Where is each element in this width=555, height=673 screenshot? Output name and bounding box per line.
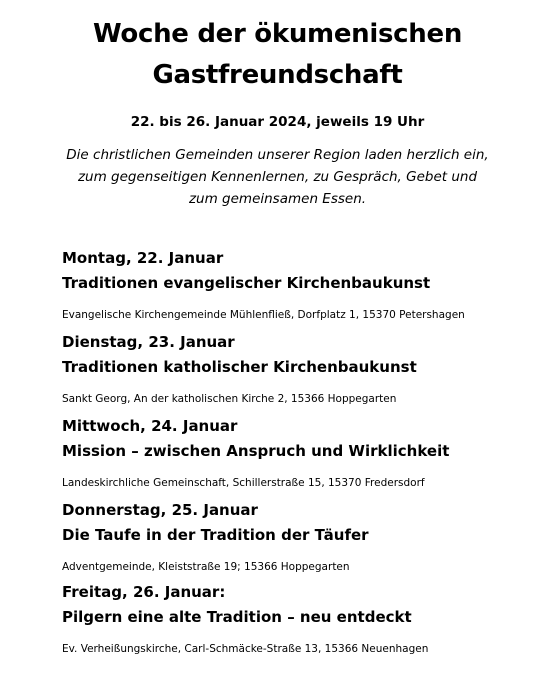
intro-text [0,144,555,210]
event-topic: Mission – zwischen Anspruch und Wirklichkeit [62,442,450,460]
event-topic: Traditionen katholischer Kirchenbaukunst [62,358,417,376]
event-venue: Landeskirchliche Gemeinschaft, Schillerstraße 15, 15370 Fredersdorf [62,477,425,489]
page-title-line-2: Gastfreundschaft [152,60,403,90]
event-entry [62,246,542,322]
event-entry [62,330,542,406]
event-entry [62,498,542,574]
event-topic: Traditionen evangelischer Kirchenbaukunst [62,274,431,292]
event-topic: Pilgern eine alte Tradition – neu entdeckt [62,608,412,626]
event-day: Donnerstag, 25. Januar [62,501,258,519]
intro-line-2: zum gegenseitigen Kennenlernen, zu Gespräch, Gebet und [77,169,478,185]
event-day: Dienstag, 23. Januar [62,333,235,351]
event-day: Montag, 22. Januar [62,249,224,267]
event-dates: 22. bis 26. Januar 2024, jeweils 19 Uhr [130,114,425,130]
intro-line-3: zum gemeinsamen Essen. [188,191,367,207]
event-venue: Sankt Georg, An der katholischen Kirche 2, 15366 Hoppegarten [62,393,397,405]
event-topic: Die Taufe in der Tradition der Täufer [62,526,369,544]
event-day: Mittwoch, 24. Januar [62,417,238,435]
page-title [0,14,555,96]
event-day: Freitag, 26. Januar: [62,583,226,601]
intro-line-1: Die christlichen Gemeinden unserer Region laden herzlich ein, [66,147,489,163]
event-venue: Evangelische Kirchengemeinde Mühlenfließ, Dorfplatz 1, 15370 Petershagen [62,309,465,321]
event-venue: Adventgemeinde, Kleiststraße 19; 15366 Hoppegarten [62,561,350,573]
event-entry [62,580,542,656]
event-venue: Ev. Verheißungskirche, Carl-Schmäcke-Straße 13, 15366 Neuenhagen [62,643,429,655]
page-title-line-1: Woche der ökumenischen [92,19,463,49]
event-entry [62,414,542,490]
